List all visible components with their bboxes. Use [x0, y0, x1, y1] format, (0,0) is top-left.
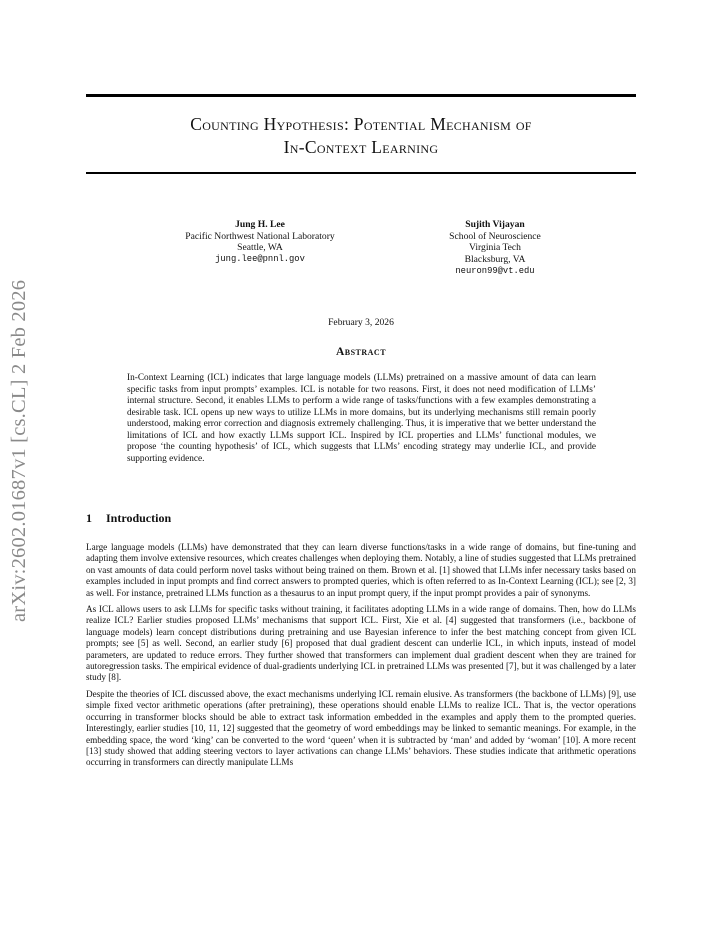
section-number: 1: [86, 511, 92, 525]
paper-date: February 3, 2026: [328, 317, 394, 328]
author-block-2: [410, 219, 580, 278]
paragraph: As ICL allows users to ask LLMs for specific tasks without training, it facilitates adopting LLMs in a wide range of domains. Then, how do LLMs realize ICL? Earlier studies proposed LLMs’ mechanisms that support ICL. First, Xie et al. [4] suggested that transformers (i.e., backbone of language models) learn concept distributions during pretraining and use Bayesian inference to infer the best matching concept from given ICL prompts; see [5] as well. Second, an earlier study [6] proposed that dual gradient descent can underlie ICL, in which inputs, instead of model parameters, are updated to reduce errors. They further showed that transformers can implement dual gradient descent when they are trained for autoregression tasks. The empirical evidence of dual-gradients underlying ICL in pretrained LLMs was presented [7], but it was challenged by a later study [8].: [86, 604, 636, 683]
arxiv-identifier: arXiv:2602.01687v1 [cs.CL] 2 Feb 2026: [8, 279, 30, 622]
author-affiliation: Pacific Northwest National Laboratory: [185, 230, 335, 242]
author-block-1: [160, 219, 360, 266]
paper-title: [86, 113, 636, 159]
title-line-2: In-Context Learning: [283, 137, 439, 157]
title-bottom-rule: [86, 172, 636, 174]
paragraph: Despite the theories of ICL discussed above, the exact mechanisms underlying ICL remain elusive. As transformers (the backbone of LLMs) [9], use simple fixed vector arithmetic operations (after pretraining), these operations should enable LLMs to realize ICL. That is, the vector operations occurring in transformer blocks should be able to extract task information embedded in the examples and apply them to the prompted queries. Interestingly, earlier studies [10, 11, 12] suggested that the geometry of word embeddings may be linked to semantic meanings. For example, in the embedding space, the word ‘king’ can be converted to the word ‘queen’ when it is subtracted by ‘man’ and added by ‘woman’ [10]. A more recent [13] study showed that adding steering vectors to layer activations can change LLMs’ behaviors. These studies indicate that arithmetic operations occurring in transformers can directly manipulate LLMs: [86, 688, 636, 768]
abstract-heading: Abstract: [335, 346, 387, 358]
author-location: Blacksburg, VA: [464, 254, 526, 266]
title-line-1: Counting Hypothesis: Potential Mechanism of: [190, 114, 532, 134]
author-location: Seattle, WA: [237, 242, 283, 254]
author-name: Jung H. Lee: [235, 219, 285, 230]
author-affiliation: School of Neuroscience: [449, 230, 541, 242]
section-heading: [86, 511, 171, 526]
author-name: Sujith Vijayan: [465, 219, 525, 230]
body-text: [86, 542, 636, 774]
abstract-text: In-Context Learning (ICL) indicates that large language models (LLMs) pretrained on a massive amount of data can learn specific tasks from input prompts’ examples. ICL is notable for two reasons. First, it does not need modification of LLMs’ internal structure. Second, it enables LLMs to perform a wide range of tasks/functions with a few examples demonstrating a desirable task. ICL opens up new ways to utilize LLMs in more domains, but its underlying mechanisms still remain poorly understood, making error correction and diagnosis extremely challenging. Thus, it is imperative that we better understand the limitations of ICL and how exactly LLMs support ICL. Inspired by ICL properties and LLMs’ functional modules, we propose ‘the counting hypothesis’ of ICL, which suggests that LLMs’ encoding strategy may underlie ICL, and provide supporting evidence.: [127, 373, 596, 464]
title-top-rule: [86, 94, 636, 97]
author-email: jung.lee@pnnl.gov: [215, 254, 305, 265]
section-title: Introduction: [106, 511, 172, 525]
paragraph: Large language models (LLMs) have demonstrated that they can learn diverse functions/tasks in a wide range of domains, but fine-tuning and adapting them involve extensive resources, which creates challenges when deploying them. Notably, a line of studies suggested that LLMs pretrained on vast amounts of data could perform novel tasks without being trained on them. Brown et al. [1] showed that LLMs infer necessary tasks based on examples included in input prompts and find correct answers to prompted queries, which is often referred to as In-Context Learning (ICL); see [2, 3] as well. For instance, pretrained LLMs function as a thesaurus to an input prompt query, if the input prompt provides a pair of synonyms.: [86, 542, 636, 598]
author-institution: Virginia Tech: [469, 242, 521, 254]
author-email: neuron99@vt.edu: [455, 265, 535, 276]
